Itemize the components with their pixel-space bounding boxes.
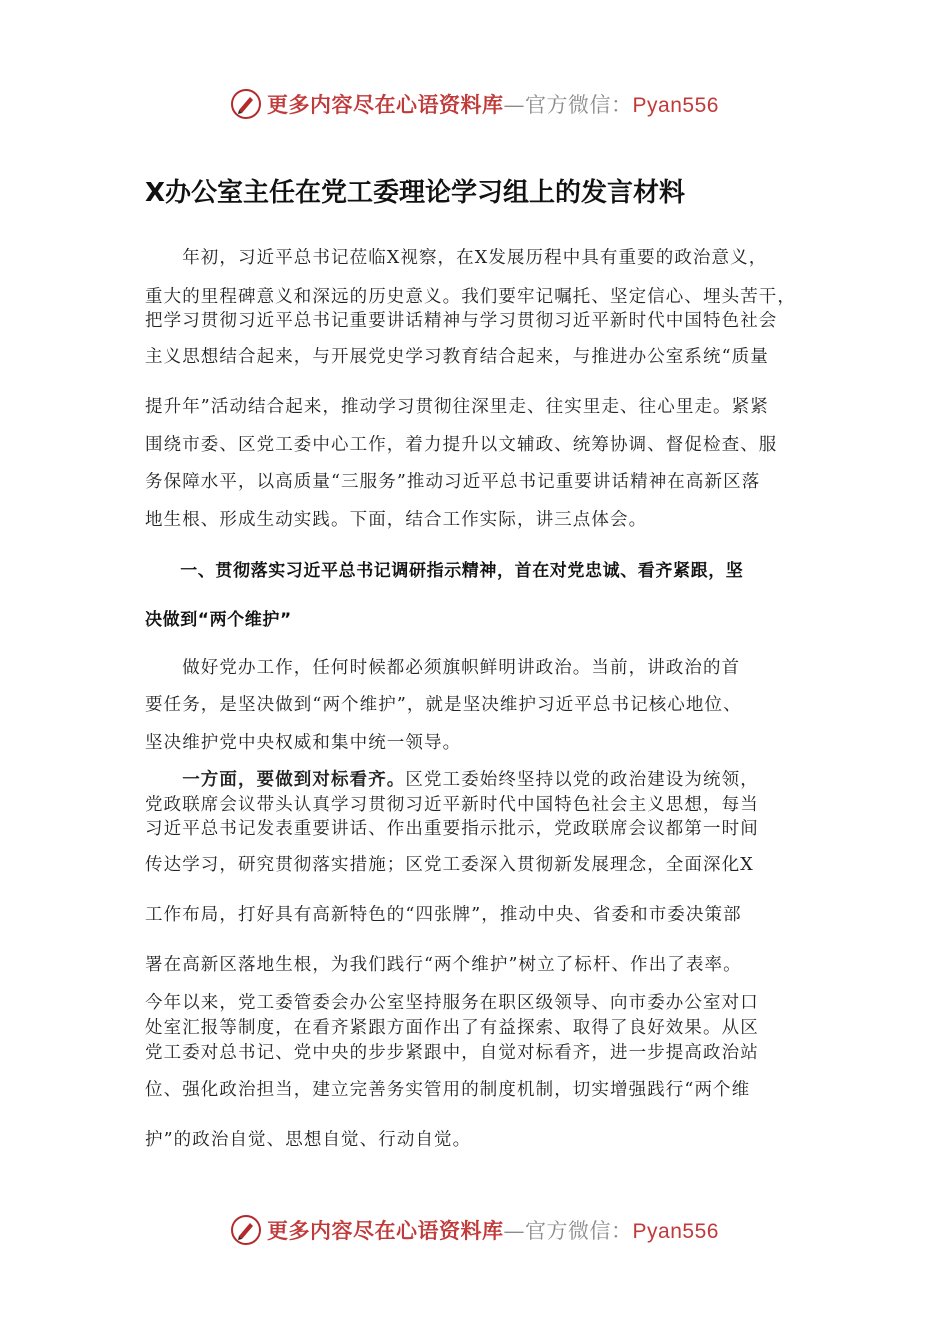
body-line: 把学习贯彻习近平总书记重要讲话精神与学习贯彻习近平新时代中国特色社会 (145, 311, 778, 331)
section-heading: 一、贯彻落实习近平总书记调研指示精神，首在对党忠诚、看齐紧跟，坚 (145, 561, 744, 581)
body-line: 坚决维护党中央权威和集中统一领导。 (145, 733, 462, 753)
banner-dash: — (503, 93, 526, 117)
body-line: 党政联席会议带头认真学习贯彻习近平新时代中国特色社会主义思想，每当 (145, 795, 759, 815)
body-line: 处室汇报等制度，在看齐紧跟方面作出了有益探索、取得了良好效果。从区 (145, 1018, 759, 1038)
body-text: 区党工委始终坚持以党的政治建设为统领， (405, 770, 759, 790)
body-line: 重大的里程碑意义和深远的历史意义。我们要牢记嘱托、坚定信心、埋头苦干， (145, 287, 796, 307)
banner-text: 更多内容尽在心语资料库 (267, 1218, 504, 1243)
body-line: 要任务，是坚决做到“两个维护”，就是坚决维护习近平总书记核心地位、 (145, 695, 742, 715)
pen-logo-icon (231, 1215, 261, 1245)
body-line: 年初，习近平总书记莅临X视察，在X发展历程中具有重要的政治意义， (145, 248, 768, 268)
section-heading: 决做到“两个维护” (145, 610, 292, 630)
banner-suffix: 官方微信： (525, 93, 633, 117)
banner-dash: — (503, 1219, 526, 1243)
lead-phrase: 一方面，要做到对标看齐。 (145, 770, 406, 790)
body-line: 传达学习，研究贯彻落实措施；区党工委深入贯彻新发展理念，全面深化X (145, 855, 754, 875)
body-line: 务保障水平，以高质量“三服务”推动习近平总书记重要讲话精神在高新区落 (145, 472, 761, 492)
footer-banner (0, 1208, 950, 1252)
banner-wechat-id: Pyan556 (632, 94, 719, 117)
body-line (145, 766, 815, 791)
document-title: X办公室主任在党工委理论学习组上的发言材料 (145, 178, 686, 208)
banner-wechat-id: Pyan556 (632, 1220, 719, 1243)
body-line: 今年以来，党工委管委会办公室坚持服务在职区级领导、向市委办公室对口 (145, 993, 759, 1013)
body-line: 工作布局，打好具有高新特色的“四张牌”，推动中央、省委和市委决策部 (145, 905, 742, 925)
body-line: 署在高新区落地生根，为我们践行“两个维护”树立了标杆、作出了表率。 (145, 955, 742, 975)
body-line: 党工委对总书记、党中央的步步紧跟中，自觉对标看齐，进一步提高政治站 (145, 1043, 759, 1063)
body-line: 提升年”活动结合起来，推动学习贯彻往深里走、往实里走、往心里走。紧紧 (145, 397, 769, 417)
pen-logo-icon (231, 89, 261, 119)
body-line: 做好党办工作，任何时候都必须旗帜鲜明讲政治。当前，讲政治的首 (145, 658, 741, 678)
body-line: 地生根、形成生动实践。下面，结合工作实际，讲三点体会。 (145, 510, 648, 530)
header-banner (0, 82, 950, 126)
body-line: 护”的政治自觉、思想自觉、行动自觉。 (145, 1130, 472, 1150)
banner-text: 更多内容尽在心语资料库 (267, 92, 504, 117)
banner-suffix: 官方微信： (525, 1219, 633, 1243)
body-line: 习近平总书记发表重要讲话、作出重要指示批示，党政联席会议都第一时间 (145, 819, 759, 839)
body-line: 位、强化政治担当，建立完善务实管用的制度机制，切实增强践行“两个维 (145, 1080, 751, 1100)
body-line: 主义思想结合起来，与开展党史学习教育结合起来，与推进办公室系统“质量 (145, 347, 769, 367)
body-line: 围绕市委、区党工委中心工作，着力提升以文辅政、统筹协调、督促检查、服 (145, 435, 778, 455)
